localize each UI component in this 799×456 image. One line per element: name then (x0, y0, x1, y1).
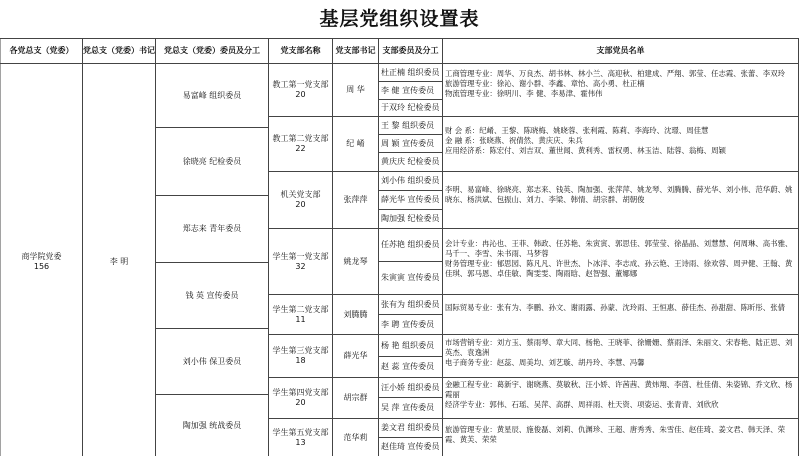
page-title: 基层党组织设置表 (319, 8, 480, 30)
committee-member: 易富峰 组织委员 (182, 90, 242, 100)
branch-role: 赵佳琦 宣传委员 (381, 442, 440, 451)
branch-role: 王 黎 组织委员 (381, 120, 435, 130)
header-committee-secretary: 党总支（党委）书记 (83, 46, 155, 55)
branch-name-cell (269, 378, 332, 418)
committee-member: 陶加强 统战委员 (182, 420, 242, 430)
committee-member: 郑志来 青年委员 (182, 224, 242, 233)
member-line: 市场营销专业：刘方玉、蔡雨琴、章大同、杨艳、王晓菲、徐姗姗、蔡雨泽、朱丽文、宋春艳、陆正思、刘英杰、袁逸洲 (445, 338, 793, 357)
committee-name: 商学院党委 (21, 252, 62, 261)
branch-role: 杜正楠 组织委员 (381, 67, 440, 77)
branch-name-cell (269, 172, 332, 228)
committee-member: 钱 英 宣传委员 (185, 290, 239, 300)
header-committee-members: 党总支（党委）委员及分工 (164, 46, 260, 55)
branch-name: 学生第二党支部 (272, 304, 329, 314)
branch-name: 教工第二党支部 (272, 134, 329, 143)
member-line: 李明、易富峰、徐晓亮、郑志来、钱英、陶加强、张萍萍、姚龙琴、刘腾腾、薛光华、刘小伟、范华蔚、姚晓东、杨洪斌、包振山、刘力、李梁、韩情、胡宗群、胡朝俊 (445, 185, 793, 204)
branch-role: 张有为 组织委员 (381, 299, 440, 309)
member-line: 国际贸易专业：张有为、李鹏、孙文、谢雨露、孙蒙、沈玲雨、王恒惠、薛佳杰、孙甜甜、陈昕彤、张倩 (445, 303, 785, 312)
branch-role: 赵 蕊 宣传委员 (381, 362, 435, 371)
member-line: 金 融 系：张晓燕、祝倩然、黄庆庆、朱兵 (445, 136, 583, 145)
branch-secretary: 张萍萍 (343, 195, 368, 204)
branch-secretary: 范华莉 (343, 432, 368, 442)
header-branch-roles: 支部委员及分工 (382, 46, 439, 55)
branch-count: 20 (295, 398, 306, 407)
branch-role: 朱寅寅 宣传委员 (381, 273, 440, 282)
branch-secretary: 胡宗群 (343, 393, 368, 402)
branch-secretary: 姚龙琴 (343, 256, 368, 266)
branch-count: 20 (295, 90, 306, 99)
branch-role: 薛光华 宣传委员 (381, 195, 440, 204)
branch-count: 20 (295, 200, 306, 209)
committee-secretary: 李 明 (109, 257, 129, 266)
member-line: 工商管理专业：周华、万良杰、胡书林、林小兰、高迎秋、柏建成、严翔、郭莹、任志霞、张蕾、李双玲 (445, 69, 785, 78)
branch-secretary: 纪 崤 (346, 139, 365, 148)
branch-name-cell (269, 229, 332, 294)
branch-members (443, 68, 798, 116)
branch-role: 李 聘 宣传委员 (381, 319, 435, 329)
branch-role: 周 颖 宣传委员 (381, 138, 435, 148)
branch-members (443, 238, 798, 294)
branch-secretary: 薛光华 (343, 351, 368, 360)
branch-name-cell (269, 117, 332, 171)
branch-name: 学生第三党支部 (272, 346, 329, 355)
header-branch-name: 党支部名称 (280, 46, 321, 55)
branch-name-cell (269, 64, 332, 116)
branch-members (443, 337, 798, 377)
branch-role: 汪小娇 组织委员 (381, 382, 440, 392)
branch-name: 学生第一党支部 (272, 251, 329, 261)
member-line: 旅游管理专业：徐沁、谢小群、李鑫、章怡、高小勇、杜正楠 (445, 79, 645, 88)
committee-cell (1, 250, 82, 274)
branch-role: 姜文君 组织委员 (381, 423, 440, 432)
committee-member: 徐晓亮 纪检委员 (182, 156, 242, 166)
member-line: 物流管理专业：徐明川、李 健、李易津、霍伟伟 (445, 89, 603, 98)
committee-member: 刘小伟 保卫委员 (182, 356, 242, 366)
branch-role: 陶加强 纪检委员 (381, 214, 440, 223)
branch-role: 刘小伟 组织委员 (381, 176, 440, 185)
branch-role: 任苏艳 组织委员 (381, 240, 440, 249)
header-committee: 各党总支（党委） (9, 46, 74, 55)
branch-name: 学生第五党支部 (272, 427, 329, 437)
member-line: 应用经济系：陈宏付、刘吉双、董世闻、黄利秀、雷权勇、林玉洁、陆蓉、翁梅、周颖 (445, 146, 726, 155)
branch-role: 杨 艳 组织委员 (381, 340, 435, 350)
branch-secretary: 周 华 (346, 85, 365, 94)
member-line: 电子商务专业：赵蕊、周美均、刘艺璇、胡丹玲、李慧、冯馨 (445, 358, 645, 367)
branch-name: 学生第四党支部 (272, 388, 329, 397)
member-line: 财 会 系：纪崤、王黎、陈晓梅、姚晓蓉、张利霞、陈莉、李海玲、沈璟、周佳慧 (445, 126, 709, 135)
branch-count: 22 (295, 144, 306, 153)
member-line: 会计专业：冉沁也、王菲、韩政、任苏艳、朱寅寅、郭思佳、郭莹莹、徐晶晶、刘慧慧、何周琳、高书雅、马千一、李雪、朱书雨、马梦蓉 (445, 239, 793, 258)
member-line: 经济学专业：郭伟、石瑶、吴萍、高群、周祥雨、杜天资、项姿运、张青青、刘欣欣 (445, 400, 719, 409)
branch-name: 教工第一党支部 (272, 80, 329, 89)
branch-name-cell (269, 419, 332, 456)
member-line: 财务管理专业：郁思园、陈凡凡、许世杰、卜冰洋、李志成、孙云艳、王诗雨、徐欢蓉、周尹健、王翰、黄佳琪、郭马恩、卓佳敏、陶雯雯、陶雨晗、赵智强、董娜娜 (445, 259, 793, 278)
branch-name: 机关党支部 (280, 190, 321, 199)
branch-count: 11 (295, 314, 306, 324)
branch-count: 13 (295, 437, 306, 447)
branch-count: 32 (295, 261, 306, 271)
member-line: 旅游管理专业：黄星辰、施俊磊、刘莉、仇渊珍、王超、唐秀秀、朱雪佳、赵佳琦、姜文君、韩天泽、荣霞、黄芙、荣荣 (445, 425, 785, 444)
branch-members (443, 184, 798, 228)
branch-members (443, 379, 798, 418)
branch-role: 于双玲 纪检委员 (381, 103, 440, 112)
member-line: 金融工程专业：葛新宇、谢晓燕、莫敏秋、汪小娇、许茜茜、黄炜翔、李茵、杜佳倩、朱姿锦、乔文欣、杨霞丽 (445, 380, 793, 399)
committee-count: 156 (33, 262, 50, 271)
branch-members (443, 424, 798, 456)
branch-members (443, 125, 798, 171)
header-branch-secretary: 党支部书记 (335, 46, 376, 55)
branch-secretary: 刘腾腾 (343, 309, 368, 319)
branch-role: 李 健 宣传委员 (381, 85, 435, 95)
branch-name-cell (269, 335, 332, 377)
header-branch-members: 支部党员名单 (596, 46, 645, 55)
branch-role: 黄庆庆 纪检委员 (381, 157, 440, 166)
branch-role: 吴 萍 宣传委员 (381, 403, 435, 412)
branch-name-cell (269, 295, 332, 334)
branch-members (443, 302, 798, 334)
branch-count: 18 (295, 356, 306, 365)
